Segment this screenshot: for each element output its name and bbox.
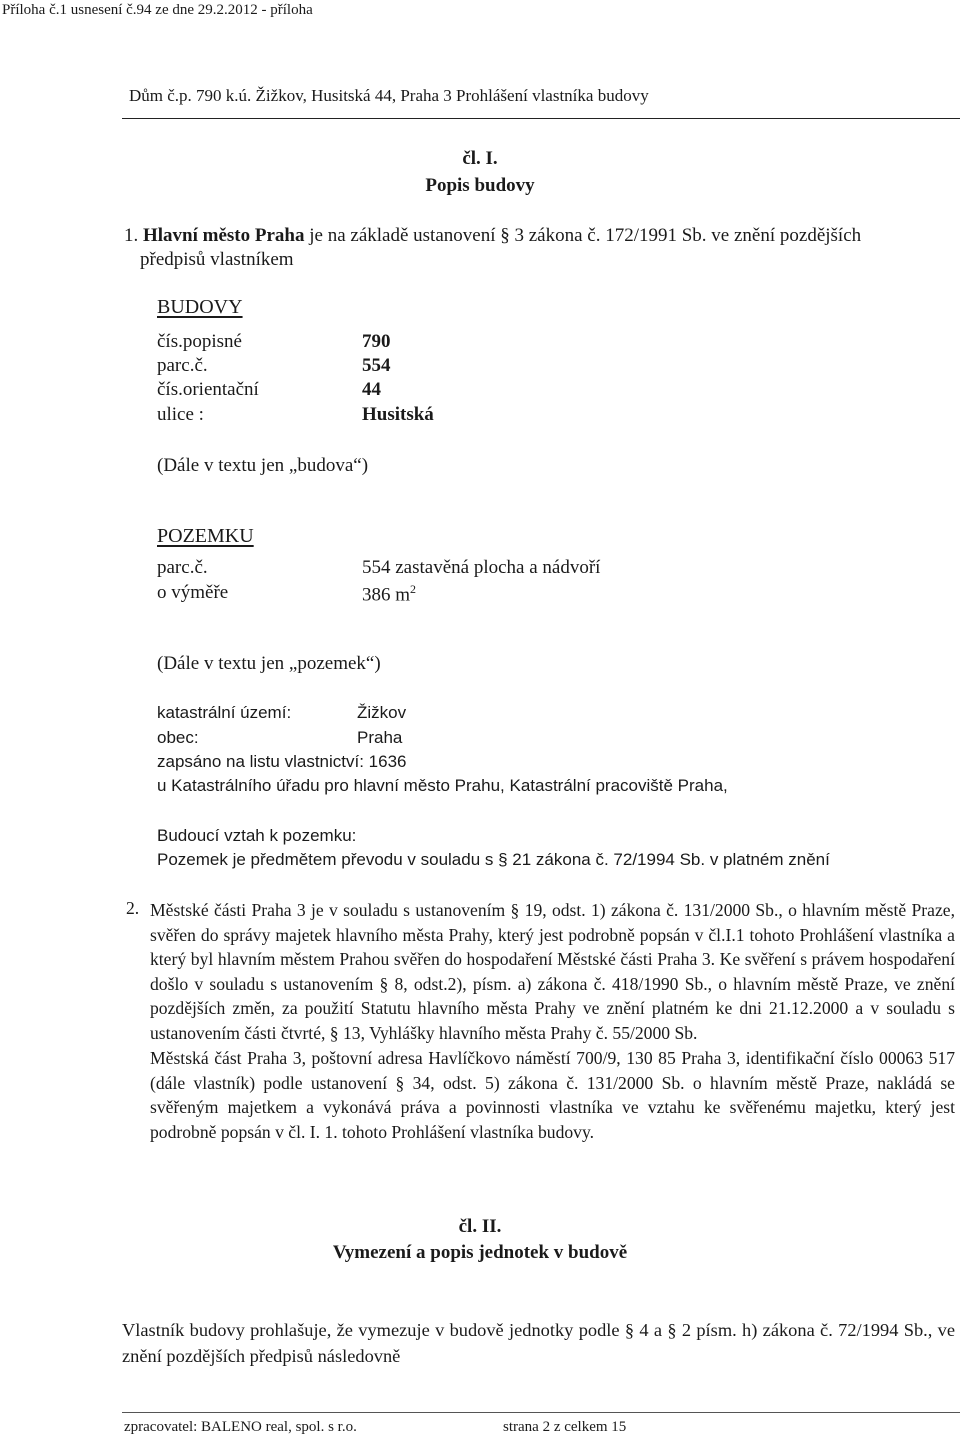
pozemku-label: o výměře [157, 582, 229, 603]
pozemku-value: 554 zastavěná plocha a nádvoří [362, 557, 601, 578]
document-header: Dům č.p. 790 k.ú. Žižkov, Husitská 44, Praha 3 Prohlášení vlastníka budovy [129, 86, 649, 105]
pozemek-note: (Dále v textu jen „pozemek“) [157, 653, 381, 674]
budovy-value: 44 [362, 379, 381, 400]
cadastre-value: Praha [357, 728, 403, 747]
article-2-number: čl. II. [458, 1216, 502, 1237]
cadastral-office: u Katastrálního úřadu pro hlavní město Prahu, Katastrální pracoviště Praha, [157, 776, 728, 795]
declaration-paragraph: Vlastník budovy prohlašuje, že vymezuje v budově jednotky podle § 4 a § 2 písm. h) zákona č. 72/1994 Sb., ve znění pozdějších předpisů následovně [122, 1320, 955, 1366]
future-relation-heading: Budoucí vztah k pozemku: [157, 826, 357, 845]
article-2-title: Vymezení a popis jednotek v budově [332, 1242, 628, 1263]
pozemku-heading: POZEMKU [157, 525, 254, 547]
budovy-label: parc.č. [157, 355, 208, 376]
header-rule [122, 118, 960, 119]
budovy-label: ulice : [157, 404, 204, 425]
article-1-number: čl. I. [462, 148, 498, 169]
item-2-paragraph-2: Městská část Praha 3, poštovní adresa Havlíčkovo náměstí 700/9, 130 85 Praha 3, identifikační číslo 00063 517 (dále vlastník) podle ustanovení § 34, odst. 5) zákona č. 131/2000 Sb. o hlavním městě Praze, nakládá se svěřeným majetkem a vykonává práva a povinnosti vlastníka ve vztahu ke svěřenému majetku, který jest podrobně popsán v čl. I. 1. tohoto Prohlášení vlastníka budovy. [150, 1048, 955, 1142]
ownership-sheet: zapsáno na listu vlastnictví: 1636 [157, 752, 407, 771]
budovy-value: Husitská [362, 404, 434, 425]
budovy-label: čís.popisné [157, 331, 242, 352]
pozemku-value [362, 582, 416, 606]
item-2-paragraph: Městské části Praha 3 je v souladu s ustanovením § 19, odst. 1) zákona č. 131/2000 Sb., o hlavním městě Praze, svěřen do správy majetek hlavního města Prahy, který jest podrobně popsán v čl.I.1 tohoto Prohlášení vlastníka a který byl hlavním městem Prahou svěřen do hospodaření Městské části Praha 3. Ke svěření s právem hospodaření došlo v souladu s ustanovením § 8, odst.2), písm. a) zákona č. 418/1990 Sb., o hlavním městě Praze, ve znění pozdějších změn, za použití Statutu hlavního města Prahy ve znění platném ke dni 21.12.2000 a v souladu s ustanovením části čtvrté, § 13, Vyhlášky hlavního města Prahy č. 55/2000 Sb. [150, 900, 955, 1043]
item-2-number: 2. [126, 898, 140, 918]
article-1-title: Popis budovy [425, 175, 535, 196]
area-value: 386 m [362, 584, 411, 606]
footer-rule [122, 1412, 960, 1413]
area-exponent: 2 [410, 582, 417, 596]
budovy-heading: BUDOVY [157, 296, 243, 318]
attachment-note: Příloha č.1 usnesení č.94 ze dne 29.2.2012 - příloha [2, 2, 313, 18]
item-1-owner: Hlavní město Praha [143, 225, 305, 246]
budovy-value: 554 [362, 355, 391, 376]
item-1-line-1 [124, 225, 861, 247]
budovy-value: 790 [362, 331, 391, 352]
item-1-line-2: předpisů vlastníkem [140, 249, 294, 270]
cadastre-label: katastrální území: [157, 703, 292, 722]
future-relation-text: Pozemek je předmětem převodu v souladu s § 21 zákona č. 72/1994 Sb. v platném znění [157, 850, 830, 869]
cadastre-label: obec: [157, 728, 199, 747]
footer-page-number: strana 2 z celkem 15 [503, 1419, 627, 1435]
item-1-number: 1. [124, 225, 143, 246]
cadastre-value: Žižkov [357, 703, 407, 722]
footer-processor: zpracovatel: BALENO real, spol. s r.o. [124, 1419, 357, 1435]
budova-note: (Dále v textu jen „budova“) [157, 455, 369, 476]
pozemku-label: parc.č. [157, 557, 208, 578]
budovy-label: čís.orientační [157, 379, 259, 400]
item-1-text: je na základě ustanovení § 3 zákona č. 172/1991 Sb. ve znění pozdějších [304, 225, 862, 246]
